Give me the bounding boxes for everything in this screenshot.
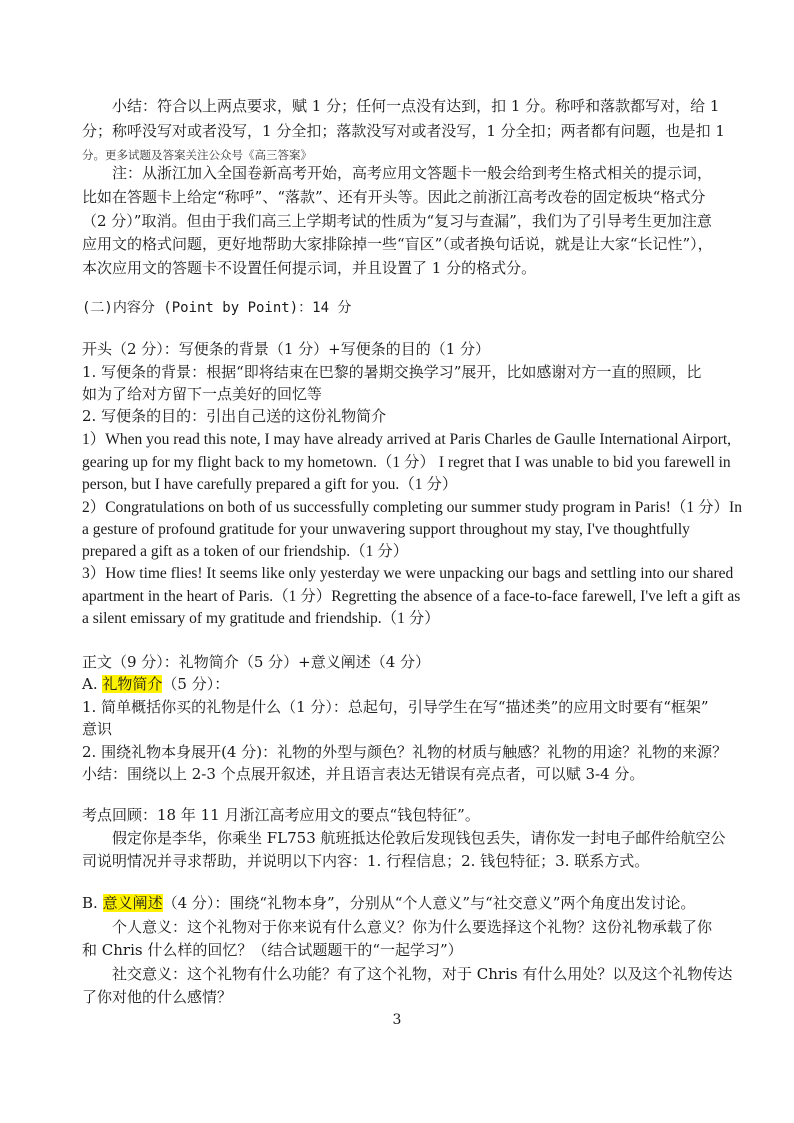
content-score-heading: (二)内容分 (Point by Point)：14 分 bbox=[82, 300, 352, 316]
gift-point-2: 2. 围绕礼物本身展开(4 分)：礼物的外型与颜色？礼物的材质与触感？礼物的用途？礼物的来源？ bbox=[82, 743, 728, 761]
example-1b: gearing up for my flight back to my hometown.（1 分） I regret that I was unable to bid you farewell in bbox=[82, 454, 731, 471]
review-heading: 考点回顾：18 年 11 月浙江高考应用文的要点“钱包特征”。 bbox=[82, 806, 480, 824]
example-1a: 1）When you read this note, I may have already arrived at Paris Charles de Gaulle International Airport, bbox=[82, 431, 732, 448]
review-line-1: 假定你是李华，你乘坐 FL753 航班抵达伦敦后发现钱包丢失，请你发一封电子邮件给航空公 bbox=[112, 829, 726, 847]
meaning-suffix: （4 分）：围绕“礼物本身”，分别从“个人意义”与“社交意义”两个角度出发讨论。 bbox=[162, 894, 696, 912]
note-line-1: 注：从浙江加入全国卷新高考开始，高考应用文答题卡一般会给到考生格式相关的提示词， bbox=[112, 164, 713, 182]
social-meaning-a: 社交意义：这个礼物有什么功能？有了这个礼物，对于 Chris 有什么用处？以及这个礼物传达 bbox=[112, 965, 733, 983]
example-3c: a silent emissary of my gratitude and friendship.（1 分） bbox=[82, 610, 440, 627]
opening-point-2: 2. 写便条的目的：引出自己送的这份礼物简介 bbox=[82, 407, 387, 425]
example-3a: 3）How time flies! It seems like only yesterday we were unpacking our bags and settling into our shared bbox=[82, 565, 734, 582]
review-line-2: 司说明情况并寻求帮助，并说明以下内容：1. 行程信息；2. 钱包特征；3. 联系方式。 bbox=[82, 852, 650, 870]
meaning-title-highlight: 意义阐述 bbox=[102, 894, 163, 912]
opening-point-1a: 1. 写便条的背景：根据“即将结束在巴黎的暑期交换学习”展开，比如感谢对方一直的照顾，比 bbox=[82, 363, 702, 381]
page-number: 3 bbox=[392, 1012, 402, 1028]
meaning-heading bbox=[82, 892, 712, 914]
opening-point-1b: 如为了给对方留下一点美好的回忆等 bbox=[82, 385, 323, 403]
note-line-2: 比如在答题卡上给定“称呼”、“落款”、还有开头等。因此之前浙江高考改卷的固定板块“格式分 bbox=[82, 188, 706, 206]
personal-meaning-b: 和 Chris 什么样的回忆？（结合试题题干的“一起学习”） bbox=[82, 941, 463, 959]
social-meaning-b: 了你对他的什么感情？ bbox=[82, 988, 233, 1006]
meaning-prefix: B. bbox=[82, 894, 103, 912]
gift-intro-suffix: （5 分）： bbox=[162, 675, 230, 693]
body-heading: 正文（9 分）：礼物简介（5 分）+意义阐述（4 分） bbox=[82, 653, 431, 671]
example-3b: apartment in the heart of Paris.（1 分）Regretting the absence of a face-to-face farewell, I've left a gift as bbox=[82, 588, 741, 605]
summary-line-1: 小结：符合以上两点要求，赋 1 分；任何一点没有达到，扣 1 分。称呼和落款都写对，给 1 bbox=[112, 97, 720, 115]
note-line-5: 本次应用文的答题卡不设置任何提示词，并且设置了 1 分的格式分。 bbox=[82, 259, 537, 277]
example-2a: 2）Congratulations on both of us successfully completing our summer study program in Paris!（1 分）In bbox=[82, 499, 742, 516]
example-2c: prepared a gift as a token of our friendship.（1 分） bbox=[82, 543, 409, 560]
gift-intro-prefix: A. bbox=[82, 675, 103, 693]
gift-intro-heading bbox=[82, 673, 712, 695]
example-2b: a gesture of profound gratitude for your unwavering support throughout my stay, I've thoughtfully bbox=[82, 521, 690, 538]
gift-point-1b: 意识 bbox=[82, 720, 113, 738]
summary-line-3: 分。更多试题及答案关注公众号《高三答案》 bbox=[82, 148, 312, 162]
opening-heading: 开头（2 分）：写便条的背景（1 分）+写便条的目的（1 分） bbox=[82, 340, 491, 358]
note-line-4: 应用文的格式问题，更好地帮助大家排除掉一些“盲区”（或者换句话说，就是让大家“长记性”）， bbox=[82, 235, 713, 253]
summary-line-2: 分；称呼没写对或者没写，1 分全扣；落款没写对或者没写，1 分全扣；两者都有问题，也是扣 1 bbox=[82, 122, 725, 140]
gift-intro-title-highlight: 礼物简介 bbox=[102, 675, 163, 693]
gift-summary: 小结：围绕以上 2-3 个点展开叙述，并且语言表达无错误有亮点者，可以赋 3-4 分。 bbox=[82, 765, 645, 783]
gift-point-1a: 1. 简单概括你买的礼物是什么（1 分）：总起句，引导学生在写“描述类”的应用文时要有“框架” bbox=[82, 698, 709, 716]
note-line-3: （2 分）”取消。但由于我们高三上学期考试的性质为“复习与查漏”，我们为了引导考生更加注意 bbox=[82, 212, 712, 230]
example-1c: person, but I have carefully prepared a gift for you.（1 分） bbox=[82, 476, 458, 493]
personal-meaning-a: 个人意义：这个礼物对于你来说有什么意义？你为什么要选择这个礼物？这份礼物承载了你 bbox=[112, 918, 713, 936]
